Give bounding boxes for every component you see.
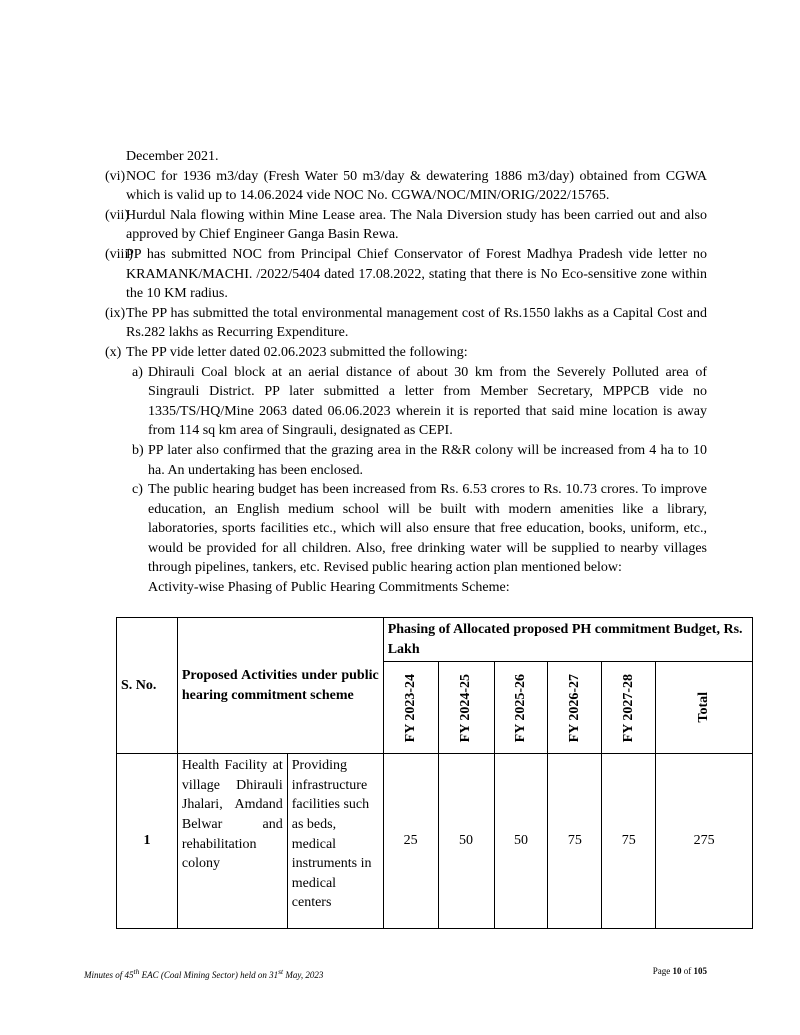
item-number: (viii)	[105, 246, 133, 262]
item-text: The PP vide letter dated 02.06.2023 submitted the following:	[126, 344, 468, 360]
cell-sno: 1	[117, 754, 178, 929]
table-row	[117, 754, 753, 929]
header-year: FY 2026-27	[567, 673, 583, 742]
paragraph-continuation: December 2021.	[126, 149, 219, 164]
sub-item	[132, 441, 707, 480]
sub-item	[132, 363, 707, 441]
page-footer	[84, 962, 707, 986]
sub-item	[132, 480, 707, 578]
cell-year-value: 75	[602, 754, 656, 929]
header-year: FY 2023-24	[402, 673, 418, 742]
sub-item-text: PP later also confirmed that the grazing area in the R&R colony will be increased from 4 ha to 10 ha. An undertaking has been enclosed.	[148, 442, 707, 478]
cell-year-value: 75	[548, 754, 602, 929]
table-caption: Activity-wise Phasing of Public Hearing Commitments Scheme:	[148, 580, 510, 596]
sub-item-label: c)	[132, 482, 143, 498]
cell-year-value: 50	[438, 754, 494, 929]
item-number: (vii)	[105, 207, 130, 223]
list-item	[105, 343, 707, 363]
sub-item-text: Dhirauli Coal block at an aerial distance of about 30 km from the Severely Polluted area of Singrauli District. PP later submitted a letter from Member Secretary, MPPCB vide no 1335/TS/HQ/Mine 2063 dated 06.06.2023 wherein it is reported that said mine location is away from 114 sq km area of Singrauli, designated as CEPI.	[148, 364, 707, 439]
item-text: PP has submitted NOC from Principal Chief Conservator of Forest Madhya Pradesh vide letter no KRAMANK/MACHI. /2022/5404 dated 17.08.2022, stating that there is No Eco-sensitive zone within the 10 KM radius.	[126, 246, 707, 302]
cell-year-value: 50	[494, 754, 548, 929]
sub-item-label: a)	[132, 364, 143, 380]
cell-year-value: 25	[383, 754, 438, 929]
document-body	[105, 147, 707, 598]
header-year: FY 2027-28	[620, 673, 636, 742]
list-item	[105, 245, 707, 304]
header-sno: S. No.	[117, 618, 178, 754]
item-text: The PP has submitted the total environmental management cost of Rs.1550 lakhs as a Capital Cost and Rs.282 lakhs as Recurring Expenditure.	[126, 305, 707, 341]
item-text: Hurdul Nala flowing within Mine Lease area. The Nala Diversion study has been carried out and also approved by Chief Engineer Ganga Basin Rewa.	[126, 207, 707, 243]
item-text: NOC for 1936 m3/day (Fresh Water 50 m3/day & dewatering 1886 m3/day) obtained from CGWA which is valid up to 14.06.2024 vide NOC No. CGWA/NOC/MIN/ORIG/2022/15765.	[126, 168, 707, 204]
cell-total: 275	[656, 754, 753, 929]
list-item	[105, 206, 707, 245]
footer-title: Minutes of 45th EAC (Coal Mining Sector) held on 31st May, 2023	[84, 967, 324, 980]
item-number: (ix)	[105, 305, 126, 321]
cell-detail: Providing infrastructure facilities such as beds, medical instruments in medical centers	[287, 754, 383, 929]
header-total: Total	[696, 692, 712, 723]
list-item	[105, 167, 707, 206]
page-number: Page 10 of 105	[652, 966, 707, 976]
sub-item-text: The public hearing budget has been increased from Rs. 6.53 crores to Rs. 10.73 crores. To improve education, an English medium school will be built with modern amenities like a library, laboratories, sports facilities etc., which will also ensure that free education, books, uniform, etc., would be provided for all children. Also, free drinking water will be supplied to nearby villages through pipelines, tankers, etc. Revised public hearing action plan mentioned below:	[148, 482, 707, 576]
sub-item-label: b)	[132, 442, 144, 458]
header-phasing: Phasing of Allocated proposed PH commitment Budget, Rs. Lakh	[383, 618, 752, 662]
header-year: FY 2025-26	[513, 673, 529, 742]
list-item	[105, 304, 707, 343]
cell-activity: Health Facility at village Dhirauli Jhalari, Amdand Belwar and rehabilitation colony	[177, 754, 287, 929]
item-number: (x)	[105, 344, 122, 360]
ph-commitment-table	[116, 617, 753, 929]
header-activities: Proposed Activities under public hearing commitment scheme	[177, 618, 383, 754]
header-year: FY 2024-25	[458, 673, 474, 742]
item-number: (vi)	[105, 168, 126, 184]
